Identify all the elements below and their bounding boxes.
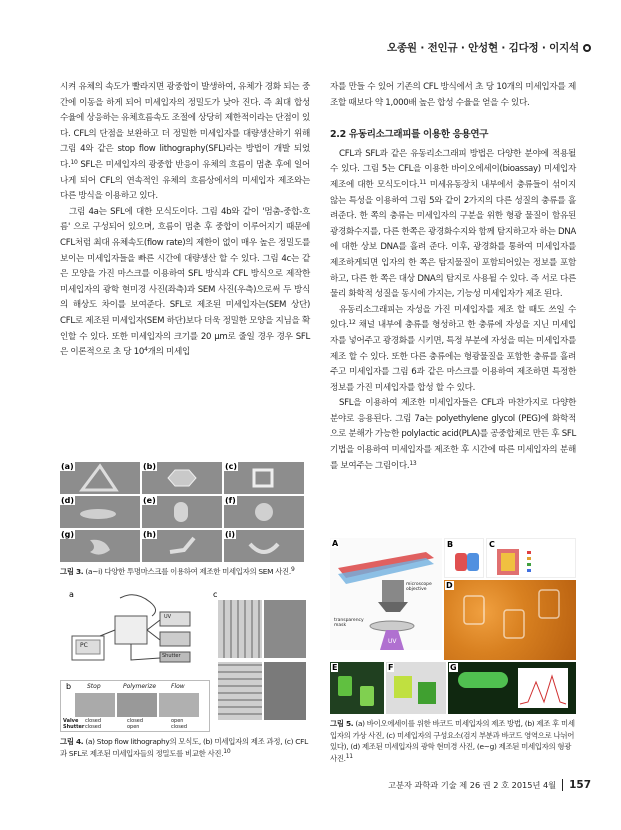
right-column	[330, 80, 576, 474]
page-footer	[388, 779, 591, 791]
optical-micrograph-sfl	[218, 600, 262, 658]
barcode-particles-image	[386, 662, 446, 714]
uv-label: UV	[164, 614, 172, 620]
sem-panel-a	[60, 462, 140, 494]
right-paragraph-1: 자를 만들 수 있어 기존의 CFL 방식에서 초 당 10개의 미세입자를 제조할 때보다 약 1,000배 높은 합성 수율을 얻을 수 있다.	[330, 82, 576, 108]
label-e: (e)	[143, 496, 156, 505]
sem-micrograph-cfl	[264, 662, 306, 720]
section-title: 2.2 유동리소그래피를 이용한 응용연구	[330, 129, 489, 141]
label-5E: E	[332, 663, 338, 672]
figure-5c-components	[486, 538, 576, 578]
sem-panel-i	[224, 530, 304, 562]
label-5D: D	[446, 581, 453, 590]
left-paragraph-2: 그림 4a는 SFL에 대한 모식도이다. 그림 4b와 같이 '멈춤-중합-흐름' 으로 구성되어 있으며, 흐름이 멈춘 후 중합이 이루어지기 때문에 CFL처럼 최대 유체속도(flow rate)의 제한이 없이 매우 높은 정밀도를 보이는 미세입자들을 빠른 시간에 대량생산 할 수 있다. 그림 4c는 같은 모양을 가진 마스크를 이용하여 SFL 방식과 CFL 방식으로 제작한 미세입자의 광학 현미경 사진(좌측)과 SEM 사진(우측)으로써 두 방식의 해상도 차이를 보여준다. SFL로 제조된 미세입자는(SEM 상단) CFL로 제조된 미세입자(SEM 하단)보다 더욱 정밀한 모양을 지님을 확인할 수 있다. 또한 미세입자의 크기를 20 μm로 줄일 경우 경우 SFL은 이론적으로 초 당 $10^4$개의 미세입	[60, 206, 310, 358]
running-header	[387, 40, 591, 55]
label-a: (a)	[61, 462, 74, 471]
shutter-polymerize: open	[127, 724, 140, 730]
shutter-flow: closed	[171, 724, 188, 730]
process-image-polymerize	[117, 693, 157, 717]
shutter-stop: closed	[85, 724, 102, 730]
figure-5a-schematic	[330, 538, 442, 650]
particle-components-icon	[487, 539, 577, 579]
figure-4a-schematic	[60, 590, 210, 678]
row-label-shutter: Shutter	[63, 724, 85, 730]
sem-panel-h	[142, 530, 222, 562]
figure-5f-fluorescence	[386, 662, 446, 714]
page-number: 157	[562, 779, 591, 791]
header-stop: Stop	[87, 683, 101, 690]
label-5G: G	[450, 663, 457, 672]
label-4c: c	[213, 590, 218, 599]
figure-3-caption: 그림 3. (a~i) 다양한 투명마스크를 이용하여 제조한 미세입자의 SEM 사진.$^9$	[60, 566, 295, 576]
figure-5	[330, 538, 576, 714]
label-5F: F	[388, 663, 394, 672]
objective-label: microscope objective	[406, 582, 432, 592]
figure-5-caption: 그림 5. (a) 바이오에세이를 위한 바코드 미세입자의 제조 방법, (b) 제조 후 미세입자의 가상 사진, (c) 미세입자의 구성요소(검지 부분과 바코드 영역으로 나뉘어 있다), (d) 제조된 미세입자의 광학 현미경 사진, (e~g) 제조된 미세입자의 형광사진.$^{11}$	[330, 719, 575, 763]
header-polymerize: Polymerize	[123, 683, 157, 690]
label-5A: A	[332, 539, 339, 548]
figure-5g-fluorescence	[448, 662, 576, 714]
figure-4-caption: 그림 4. (a) Stop flow lithography의 모식도, (b) 미세입자의 제조 과정, (c) CFL과 SFL로 제조된 미세입자들의 정밀도를 비교한 사진.$^{10}$	[60, 737, 308, 758]
header-authors: 오종원 · 전인규 · 안성현 · 김다정 · 이지석	[387, 42, 579, 54]
figure-5d-micrograph	[444, 580, 576, 660]
label-c: (c)	[225, 462, 238, 471]
circle-bullet-icon	[583, 44, 591, 52]
valve-stop: closed	[85, 718, 102, 724]
figure-4b-process	[60, 680, 210, 732]
sem-panel-f	[224, 496, 304, 528]
sem-micrograph-sfl	[264, 600, 306, 658]
sem-panel-g	[60, 530, 140, 562]
intensity-profile-image	[448, 662, 576, 714]
right-paragraph-4: SFL을 이용하여 제조한 미세입자들은 CFL과 마찬가지로 다양한 분야로 응용된다. 그림 7a는 polyethylene glycol (PEG)에 화학적으로 분해가 가능한 polylactic acid(PLA)를 공중합체로 만든 후 SFL 기법을 이용하여 미세입자를 제조한 후 시간에 따른 미세입자의 분해를 보여주는 그림이다.$^{13}$	[330, 398, 576, 471]
label-b: (b)	[143, 462, 157, 471]
pc-label: PC	[80, 642, 88, 649]
label-4b: b	[66, 682, 72, 691]
row-label-valve: Valve	[63, 718, 79, 724]
sem-panel-d	[60, 496, 140, 528]
mask-label: transparency mask	[334, 618, 364, 628]
figure-5b-particle	[444, 538, 484, 578]
label-h: (h)	[143, 530, 157, 539]
sem-panel-c	[224, 462, 304, 494]
figure-4c-micrographs	[212, 590, 308, 732]
label-5C: C	[489, 540, 495, 549]
right-paragraph-3: 유동리소그래피는 자성을 가진 미세입자를 제조 할 때도 쓰일 수 있다.$^{12}$ 채널 내부에 충류를 형성하고 한 충류에 자성을 지닌 미세입자를 넣어주고 광경화를 시키면, 특정 부분에 자성을 띠는 미세입자를 제조 할 수 있다. 또한 다른 충류에는 형광물질을 포함한 충류를 흘려주고 미세입자를 그림 6과 같은 마스크를 이용하여 제조하면 특정한 정보를 가진 미세입자를 합성 할 수 있다.	[330, 304, 576, 393]
label-d: (d)	[61, 496, 75, 505]
label-5B: B	[447, 540, 454, 549]
left-column	[60, 80, 310, 361]
right-paragraph-2: CFL과 SFL과 같은 유동리소그래피 방법은 다양한 분야에 적용될 수 있다. 그림 5는 CFL을 이용한 바이오에세이(bioassay) 미세입자 제조에 대한 모식도이다.$^{11}$ 미세유동장치 내부에서 충류들이 섞이지 않는 특성을 이용하여 그림 5와 같이 2가지의 다른 성질의 충류를 흘려준다. 한 쪽의 충류는 미세입자의 구분을 위한 형광 물질이 함유된 광경화수지를, 다른 한쪽은 광경화수지와 함께 탐지하고자 하는 DNA에 대한 상보 DNA를 흘려 준다. 이후, 광경화를 통하여 미세입자를 제조하게되면 입자의 한 쪽은 탐지물질이 포함되어있는 정보를 포함하고, 다른 한 쪽은 대상 DNA의 탐지로 사용될 수 있다. 즉 서로 다른 물리 화학적 성질을 동시에 가지는, 기능성 미세입자가 제조 된다.	[330, 148, 576, 300]
label-4a: a	[69, 590, 74, 599]
process-image-flow	[159, 693, 199, 717]
label-f: (f)	[225, 496, 236, 505]
particle-array-image	[444, 580, 576, 660]
left-paragraph-1: 시켜 유체의 속도가 빨라지면 광중합이 발생하여, 유체가 경화 되는 중간에 이동을 하게 되어 미세입자의 정밀도가 낮아 진다. 즉 최대 합성 수율에 상응하는 유체흐름속도 조절에 상당히 제한적이라는 단점이 있다. CFL의 단점을 보완하고 더 정밀한 미세입자를 대량생산하기 위해 그림 4와 같은 stop flow lithography(SFL)라는 방법이 개발 되었다.$^{10}$ SFL은 미세입자의 광중합 반응이 유체의 흐름이 멈춘 후에 일어나게 되어 CFL의 연속적인 유체의 흐름상에서의 미세입자 제조와는 다른 방식을 이용하고 있다.	[60, 82, 310, 202]
figure-5e-fluorescence	[330, 662, 384, 714]
shutter-label: Shutter	[162, 653, 181, 659]
label-i: (i)	[225, 530, 236, 539]
journal-info: 고분자 과학과 기술 제 26 권 2 호 2015년 4월	[388, 780, 557, 790]
uv-label-5: UV	[388, 638, 397, 645]
figure-3	[60, 462, 304, 562]
valve-flow: open	[171, 718, 184, 724]
valve-polymerize: closed	[127, 718, 144, 724]
sem-panel-e	[142, 496, 222, 528]
flow-lithography-diagram	[330, 538, 442, 650]
label-g: (g)	[61, 530, 75, 539]
sem-panel-b	[142, 462, 222, 494]
stop-flow-setup-diagram	[60, 590, 210, 678]
process-image-stop	[75, 693, 115, 717]
figure-4	[60, 590, 308, 732]
header-flow: Flow	[171, 683, 185, 690]
optical-micrograph-cfl	[218, 662, 262, 720]
